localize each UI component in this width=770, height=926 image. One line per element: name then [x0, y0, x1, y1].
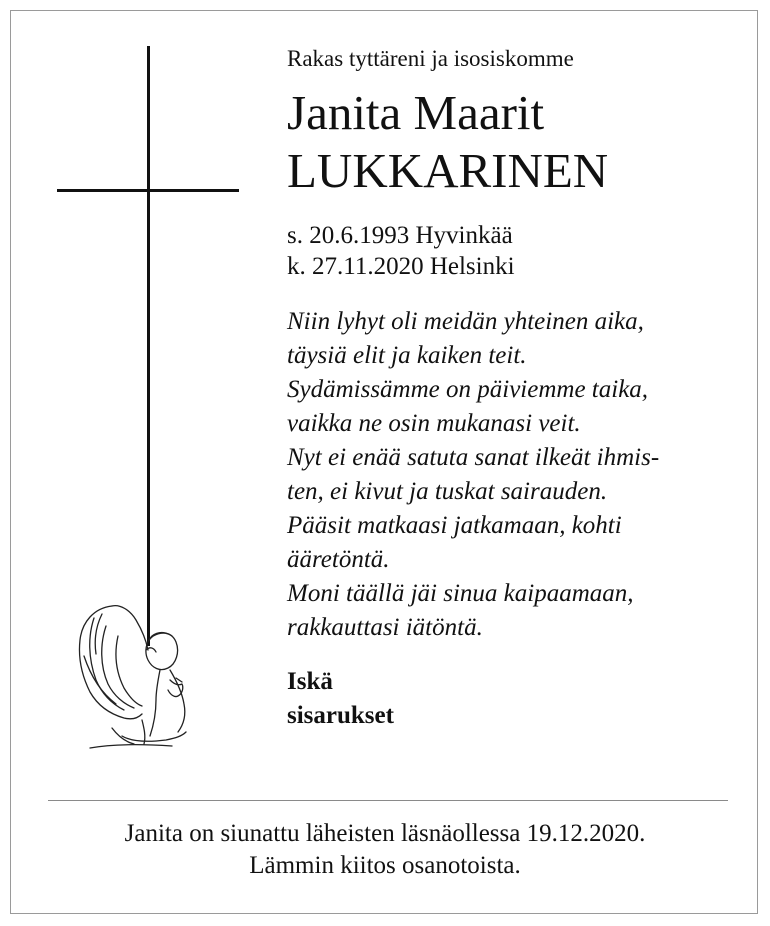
poem-line: Moni täällä jäi sinua kaipaamaan, [287, 580, 634, 607]
poem-line: ääretöntä. [287, 546, 390, 573]
poem-line: Niin lyhyt oli meidän yhteinen aika, [287, 308, 644, 335]
poem-line: rakkauttasi iätöntä. [287, 614, 483, 641]
signers [287, 665, 737, 733]
kneeling-angel-icon [72, 596, 190, 756]
poem-line: Nyt ei enää satuta sanat ilkeät ihmis- [287, 444, 660, 471]
cross-horizontal-bar [57, 189, 239, 192]
poem [287, 305, 737, 645]
poem-line: täysiä elit ja kaiken teit. [287, 342, 527, 369]
footer-line: Janita on siunattu läheisten läsnäollessa 19.12.2020. [124, 820, 646, 847]
cross-vertical-bar [147, 46, 150, 646]
death-date: k. 27.11.2020 Helsinki [287, 253, 515, 280]
divider [48, 800, 728, 801]
signer: sisarukset [287, 702, 394, 729]
birth-date: s. 20.6.1993 Hyvinkää [287, 222, 513, 249]
poem-line: Pääsit matkaasi jatkamaan, kohti [287, 512, 622, 539]
poem-line: Sydämissämme on päiviemme taika, [287, 376, 649, 403]
surname: LUKKARINEN [287, 143, 609, 198]
intro-line: Rakas tyttäreni ja isosiskomme [287, 46, 574, 71]
poem-line: vaikka ne osin mukanasi veit. [287, 410, 581, 437]
footer-line: Lämmin kiitos osanotoista. [249, 852, 521, 879]
footer-note [0, 818, 770, 882]
dates-block [287, 220, 737, 282]
signer: Iskä [287, 668, 333, 695]
first-names: Janita Maarit [287, 85, 545, 140]
poem-line: ten, ei kivut ja tuskat sairauden. [287, 478, 608, 505]
notice-content [287, 44, 737, 733]
